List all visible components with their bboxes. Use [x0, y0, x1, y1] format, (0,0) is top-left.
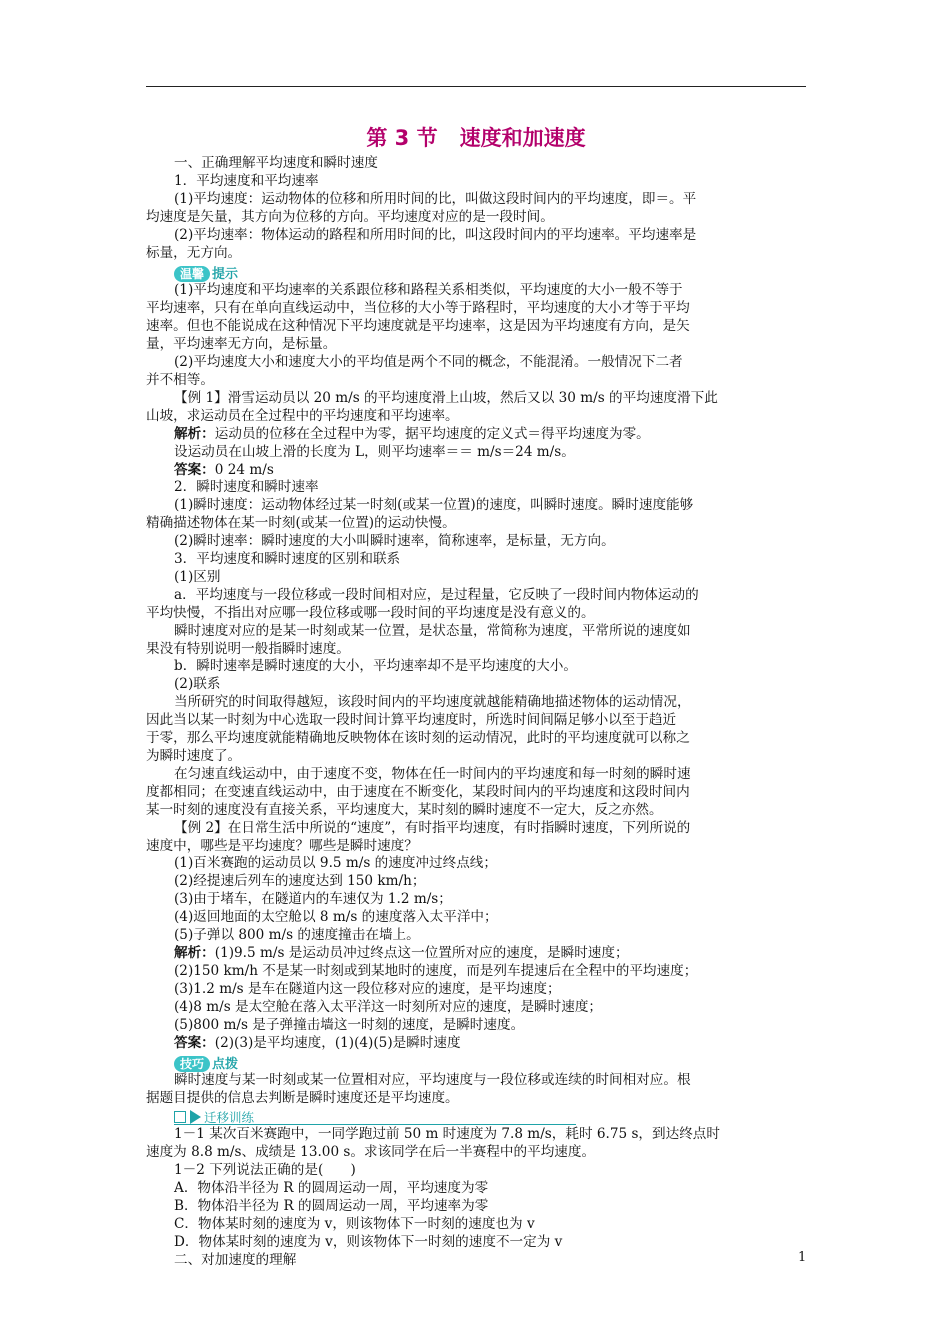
solution-line: (5)800 m/s 是子弹撞击墙这一时刻的速度，是瞬时速度。 [174, 1016, 525, 1033]
section-heading: 一、正确理解平均速度和瞬时速度 [174, 155, 378, 171]
tip-badge-label: 点拨 [212, 1057, 239, 1073]
transfer-training-banner [174, 1108, 806, 1126]
exercise-line: 1－1 某次百米赛跑中，一同学跑过前 50 m 时速度为 7.8 m/s，耗时 6.75 s，到达终点时 [174, 1126, 720, 1143]
section-heading: 二、对加速度的理解 [174, 1251, 297, 1268]
paragraph-line: (2)联系 [174, 676, 221, 693]
paragraph-line: (1)瞬时速度：运动物体经过某一时刻(或某一位置)的速度，叫瞬时速度。瞬时速度能够 [174, 497, 694, 514]
answer-line [146, 1035, 806, 1053]
paragraph-line: 于零，那么平均速度就能精确地反映物体在该时刻的运动情况，此时的平均速度就可以称之 [146, 730, 690, 747]
list-item: (5)子弹以 800 m/s 的速度撞击在墙上。 [174, 927, 420, 944]
paragraph-line: 瞬时速度对应的是某一时刻或某一位置，是状态量，常简称为速度，平常所说的速度如 [174, 622, 691, 639]
option-a: A．物体沿半径为 R 的圆周运动一周，平均速度为零 [174, 1179, 489, 1196]
solution-text: (1)9.5 m/s 是运动员冲过终点这一位置所对应的速度，是瞬时速度； [214, 944, 629, 961]
answer-text: (2)(3)是平均速度，(1)(4)(5)是瞬时速度 [214, 1034, 461, 1051]
option-d: D．物体某时刻的速度为 v，则该物体下一时刻的速度不一定为 v [174, 1233, 563, 1250]
list-item: (4)返回地面的太空舱以 8 m/s 的速度落入太平洋中； [174, 909, 498, 926]
tip-badge-pill: 温馨 [174, 266, 210, 282]
paragraph-line: 某一时刻的速度没有直接关系，平均速度大，某时刻的瞬时速度不一定大，反之亦然。 [146, 801, 663, 818]
paragraph-line: 因此当以某一时刻为中心选取一段时间计算平均速度时，所选时间间隔足够小以至于趋近 [146, 712, 677, 729]
tip-badge [174, 263, 239, 283]
exercise-stem: 1－2 下列说法正确的是( ) [174, 1162, 356, 1179]
option-b: B．物体沿半径为 R 的圆周运动一周，平均速率为零 [174, 1197, 489, 1214]
document-body [146, 120, 806, 1269]
paragraph-line: 平均速率，只有在单向直线运动中，当位移的大小等于路程时，平均速度的大小才等于平均 [146, 300, 690, 317]
paragraph-line: (2)瞬时速率：瞬时速度的大小叫瞬时速率，简称速率，是标量，无方向。 [174, 533, 615, 550]
answer-label: 答案： [174, 1034, 215, 1051]
example-question: 速度中，哪些是平均速度？哪些是瞬时速度？ [146, 837, 418, 854]
list-item: (3)由于堵车，在隧道内的车速仅为 1.2 m/s； [174, 891, 452, 908]
tip-badge-pill: 技巧 [174, 1056, 210, 1072]
paragraph-line: 瞬时速度与某一时刻或某一位置相对应，平均速度与一段位移或连续的时间相对应。根 [174, 1072, 691, 1089]
play-arrow-icon [190, 1110, 201, 1124]
paragraph-line: (2)平均速度大小和速度大小的平均值是两个不同的概念，不能混淆。一般情况下二者 [174, 354, 683, 371]
paragraph-line: 精确描述物体在某一时刻(或某一位置)的运动快慢。 [146, 515, 456, 532]
solution-label: 解析： [174, 425, 215, 442]
paragraph-line: 为瞬时速度了。 [146, 748, 242, 764]
page-number: 1 [798, 1250, 807, 1265]
paragraph-line: 速率。但也不能说成在这种情况下平均速度就是平均速率，这是因为平均速度有方向，是矢 [146, 318, 690, 335]
list-item: (2)经提速后列车的速度达到 150 km/h； [174, 873, 426, 890]
paragraph-line: 并不相等。 [146, 371, 214, 388]
paragraph-line: 均速度是矢量，其方向为位移的方向。平均速度对应的是一段时间。 [146, 208, 554, 225]
solution-label: 解析： [174, 944, 215, 961]
paragraph-line: 量，平均速率无方向，是标量。 [146, 336, 337, 353]
page-title [146, 122, 806, 152]
paragraph-line: b．瞬时速率是瞬时速度的大小，平均速率却不是平均速度的大小。 [174, 658, 577, 675]
subheading: 2．瞬时速度和瞬时速率 [174, 479, 319, 496]
paragraph-line: (2)平均速率：物体运动的路程和所用时间的比，叫这段时间内的平均速率。平均速率是 [174, 226, 697, 243]
subheading: 3．平均速度和瞬时速度的区别和联系 [174, 551, 401, 568]
paragraph-line: (1)平均速度：运动物体的位移和所用时间的比，叫做这段时间内的平均速度，即＝。平 [174, 190, 697, 207]
paragraph-line: 标量，无方向。 [146, 244, 242, 261]
paragraph-line: 果没有特别说明一般指瞬时速度。 [146, 640, 350, 657]
option-c: C．物体某时刻的速度为 v，则该物体下一时刻的速度也为 v [174, 1215, 535, 1232]
solution-text: 运动员的位移在全过程中为零，据平均速度的定义式＝得平均速度为零。 [214, 425, 650, 442]
answer-label: 答案： [174, 461, 215, 478]
paragraph-line: 平均快慢，不指出对应哪一段位移或哪一段时间的平均速度是没有意义的。 [146, 604, 595, 621]
paragraph-line: 当所研究的时间取得越短，该段时间内的平均速度就越能精确地描述物体的运动情况， [174, 694, 691, 711]
paragraph-line: a．平均速度与一段位移或一段时间相对应，是过程量，它反映了一段时间内物体运动的 [174, 586, 699, 603]
paragraph-line: 度都相同；在变速直线运动中，由于速度在不断变化，某段时间内的平均速度和这段时间内 [146, 783, 690, 800]
example-question: 【例 1】滑雪运动员以 20 m/s 的平均速度滑上山坡，然后又以 30 m/s 的平均速度滑下此 [174, 389, 718, 406]
solution-line: (4)8 m/s 是太空舱在落入太平洋这一时刻所对应的速度，是瞬时速度； [174, 998, 603, 1015]
example-question: 山坡，求运动员在全过程中的平均速度和平均速率。 [146, 407, 459, 424]
example-question: 【例 2】在日常生活中所说的“速度”，有时指平均速度，有时指瞬时速度，下列所说的 [174, 819, 691, 836]
tip-badge-label: 提示 [212, 267, 239, 283]
title-section-number: 第 3 节 [366, 126, 438, 150]
square-icon [174, 1111, 186, 1123]
paragraph-line: (1)平均速度和平均速率的关系跟位移和路程关系相类似，平均速度的大小一般不等于 [174, 282, 683, 299]
solution-line: (3)1.2 m/s 是车在隧道内这一段位移对应的速度，是平均速度； [174, 980, 561, 997]
exercise-line: 速度为 8.8 m/s、成绩是 13.00 s。求该同学在后一半赛程中的平均速度。 [146, 1144, 596, 1161]
solution-line [146, 426, 806, 444]
solution-line: 设运动员在山坡上滑的长度为 L，则平均速率＝＝ m/s＝24 m/s。 [174, 443, 575, 460]
solution-line [146, 945, 806, 963]
transfer-training-label: 迁移训练 [204, 1110, 255, 1126]
paragraph-line: (1)区别 [174, 568, 221, 585]
banner-underline [174, 1124, 576, 1125]
title-text: 速度和加速度 [459, 126, 586, 150]
list-item: (1)百米赛跑的运动员以 9.5 m/s 的速度冲过终点线； [174, 855, 497, 872]
answer-line [146, 462, 806, 480]
subheading: 1．平均速度和平均速率 [174, 172, 319, 189]
solution-line: (2)150 km/h 不是某一时刻或到某地时的速度，而是列车提速后在全程中的平均速度； [174, 962, 698, 979]
tip-badge [174, 1053, 239, 1073]
paragraph-line: 据题目提供的信息去判断是瞬时速度还是平均速度。 [146, 1090, 459, 1107]
answer-text: 0 24 m/s [214, 461, 274, 478]
header-rule [146, 86, 806, 87]
paragraph-line: 在匀速直线运动中，由于速度不变，物体在任一时间内的平均速度和每一时刻的瞬时速 [174, 765, 691, 782]
